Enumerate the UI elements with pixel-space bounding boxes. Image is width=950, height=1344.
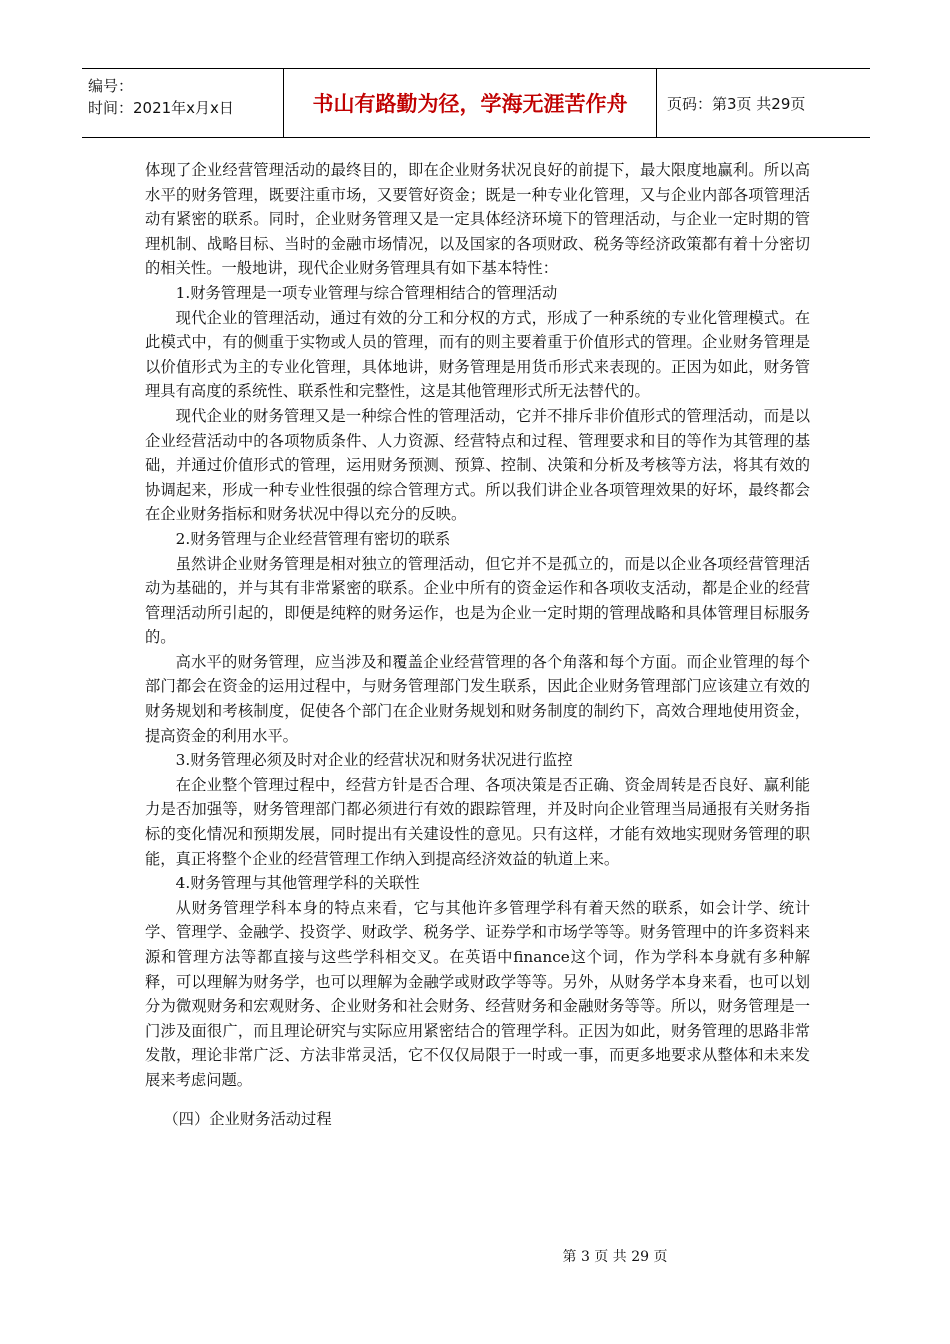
paragraph: 体现了企业经营管理活动的最终目的，即在企业财务状况良好的前提下，最大限度地赢利。所以高水平的财务管理，既要注重市场，又要管好资金；既是一种专业化管理，又与企业内部各项管理活动有紧密的联系。同时，企业财务管理又是一定具体经济环境下的管理活动，与企业一定时期的管理机制、战略目标、当时的金融市场情况，以及国家的各项财政、税务等经济政策都有着十分密切的相关性。一般地讲，现代企业财务管理具有如下基本特性： xyxy=(145,161,810,278)
subheading: 2.财务管理与企业经营管理有密切的联系 xyxy=(175,529,451,548)
section-heading: （四）企业财务活动过程 xyxy=(163,1109,332,1128)
header-meta xyxy=(82,69,284,137)
document-time-label: 时间：2021年x月x日 xyxy=(88,99,234,117)
header-page-info: 页码：第3页 共29页 xyxy=(667,94,806,113)
paragraph: 高水平的财务管理，应当涉及和覆盖企业经营管理的各个角落和每个方面。而企业管理的每个部门都会在资金的运用过程中，与财务管理部门发生联系，因此企业财务管理部门应该建立有效的财务规划和考核制度，促使各个部门在企业财务规划和财务制度的制约下，高效合理地使用资金，提高资金的利用水平。 xyxy=(145,652,810,745)
subheading: 4.财务管理与其他管理学科的关联性 xyxy=(175,874,420,893)
page-header xyxy=(82,68,870,138)
header-motto: 书山有路勤为径，学海无涯苦作舟 xyxy=(284,69,657,137)
paragraph: 现代企业的财务管理又是一种综合性的管理活动，它并不排斥非价值形式的管理活动，而是以企业经营活动中的各项物质条件、人力资源、经营特点和过程、管理要求和目的等作为其管理的基础，并通过价值形式的管理，运用财务预测、预算、控制、决策和分析及考核等方法，将其有效的协调起来，形成一种专业性很强的综合管理方式。所以我们讲企业各项管理效果的好坏，最终都会在企业财务指标和财务状况中得以充分的反映。 xyxy=(145,406,810,524)
document-body xyxy=(145,158,810,1131)
page-footer: 第 3 页 共 29 页 xyxy=(562,1249,668,1265)
subheading: 3.财务管理必须及时对企业的经营状况和财务状况进行监控 xyxy=(175,751,573,770)
paragraph: 虽然讲企业财务管理是相对独立的管理活动，但它并不是孤立的，而是以企业各项经营管理活动为基础的，并与其有非常紧密的联系。企业中所有的资金运作和各项收支活动，都是企业的经营管理活动所引起的，即便是纯粹的财务运作，也是为企业一定时期的管理战略和具体管理目标服务的。 xyxy=(145,554,810,647)
document-number-label: 编号： xyxy=(88,77,134,95)
paragraph: 在企业整个管理过程中，经营方针是否合理、各项决策是否正确、资金周转是否良好、赢利能力是否加强等，财务管理部门都必须进行有效的跟踪管理，并及时向企业管理当局通报有关财务指标的变化情况和预期发展，同时提出有关建设性的意见。只有这样，才能有效地实现财务管理的职能，真正将整个企业的经营管理工作纳入到提高经济效益的轨道上来。 xyxy=(145,775,810,868)
subheading: 1.财务管理是一项专业管理与综合管理相结合的管理活动 xyxy=(175,283,558,302)
paragraph: 现代企业的管理活动，通过有效的分工和分权的方式，形成了一种系统的专业化管理模式。在此模式中，有的侧重于实物或人员的管理，而有的则主要着重于价值形式的管理。企业财务管理是以价值形式为主的专业化管理，具体地讲，财务管理是用货币形式来表现的。正因为如此，财务管理具有高度的系统性、联系性和完整性，这是其他管理形式所无法替代的。 xyxy=(145,308,810,401)
paragraph: 从财务管理学科本身的特点来看，它与其他许多管理学科有着天然的联系，如会计学、统计学、管理学、金融学、投资学、财政学、税务学、证券学和市场学等等。财务管理中的许多资料来源和管理方法等都直接与这些学科相交叉。在英语中finance这个词，作为学科本身就有多种解释，可以理解为财务学，也可以理解为金融学或财政学等等。另外，从财务学本身来看，也可以划分为微观财务和宏观财务、企业财务和社会财务、经营财务和金融财务等等。所以，财务管理是一门涉及面很广，而且理论研究与实际应用紧密结合的管理学科。正因为如此，财务管理的思路非常发散，理论非常广泛、方法非常灵活，它不仅仅局限于一时或一事，而更多地要求从整体和未来发展来考虑问题。 xyxy=(145,898,810,1089)
